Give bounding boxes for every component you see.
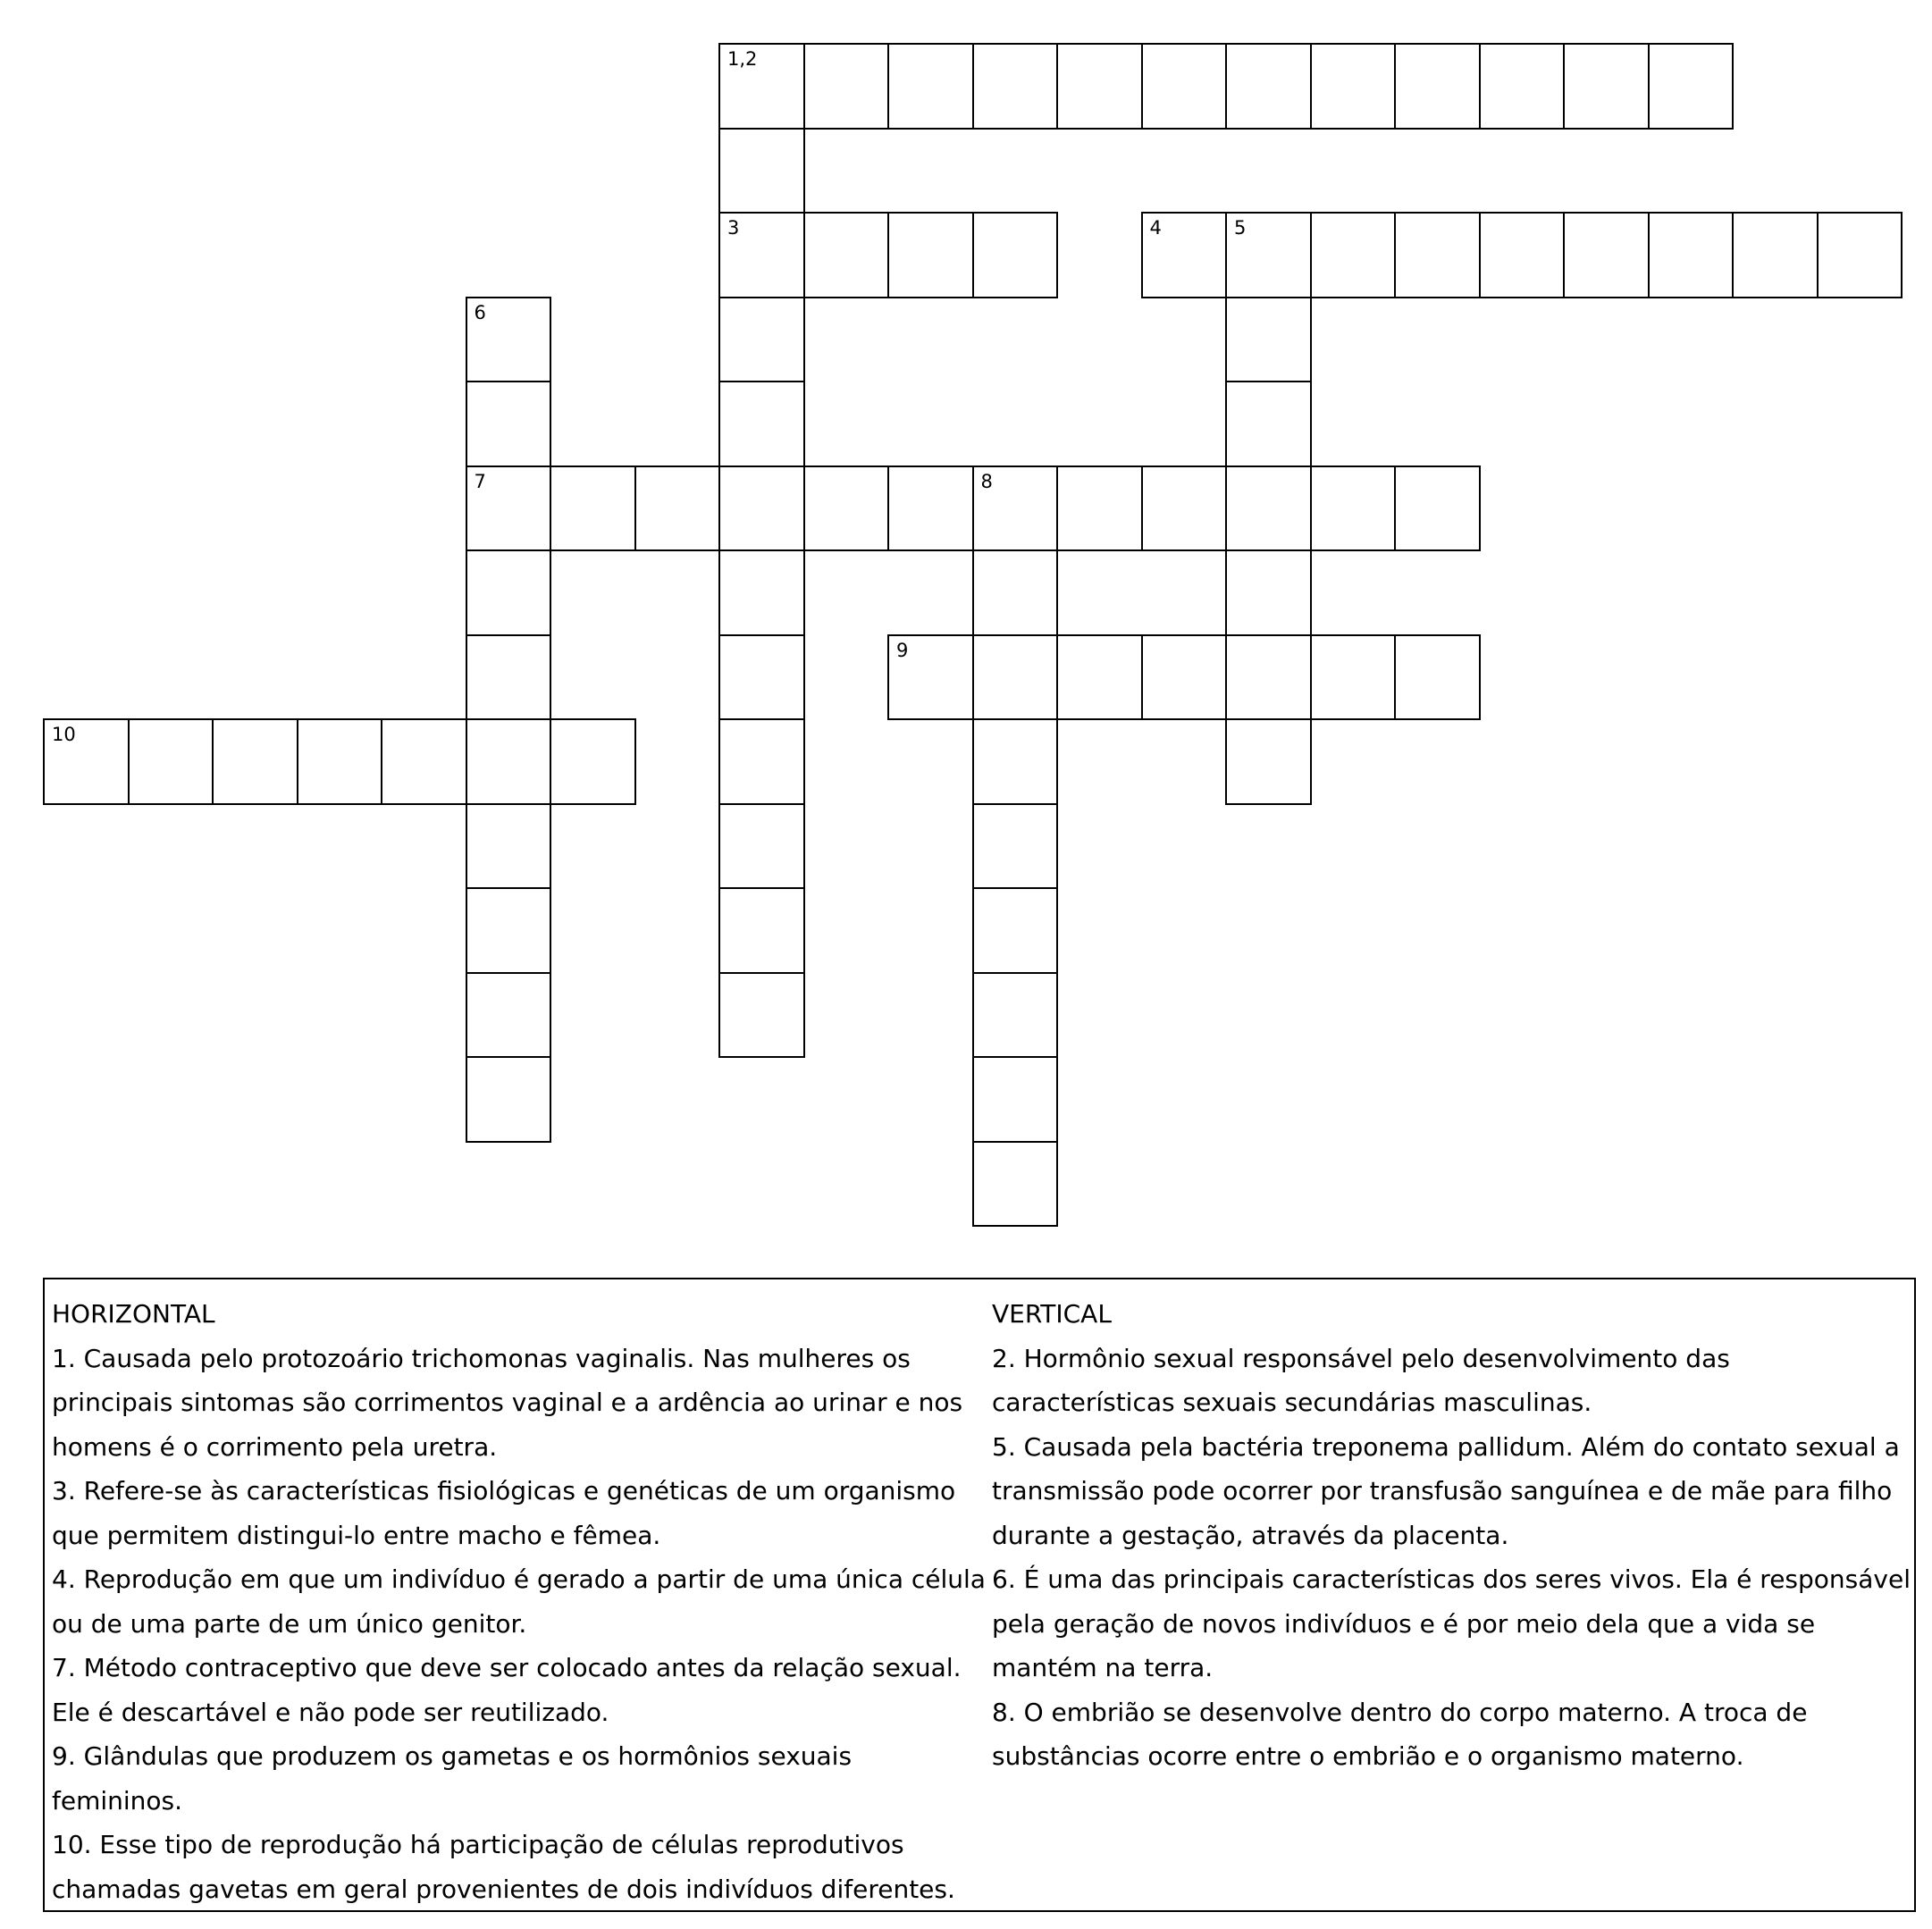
crossword-cell[interactable]	[466, 465, 552, 552]
crossword-cell[interactable]	[718, 381, 805, 467]
crossword-cell[interactable]	[803, 465, 890, 552]
crossword-cell[interactable]	[972, 1141, 1059, 1228]
crossword-cell[interactable]	[466, 381, 552, 467]
crossword-cell[interactable]	[887, 465, 974, 552]
clue-number: 4	[1149, 217, 1162, 239]
crossword-cell[interactable]	[1056, 43, 1143, 130]
crossword-cell[interactable]	[972, 465, 1059, 552]
crossword-cell[interactable]	[718, 803, 805, 890]
crossword-cell[interactable]	[1648, 212, 1735, 298]
crossword-cell[interactable]	[803, 212, 890, 298]
crossword-cell[interactable]	[1141, 634, 1228, 721]
crossword-cell[interactable]	[1310, 43, 1397, 130]
crossword-cell[interactable]	[1310, 212, 1397, 298]
crossword-cell[interactable]	[1479, 43, 1566, 130]
crossword-cell[interactable]	[381, 718, 467, 805]
crossword-cell[interactable]	[466, 803, 552, 890]
clue-h3: 3. Refere-se às características fisiológicas e genéticas de um organismo que permitem distingui-lo entre macho e fêmea.	[52, 1476, 956, 1550]
crossword-cell[interactable]	[1225, 297, 1312, 383]
crossword-cell[interactable]	[887, 634, 974, 721]
vertical-heading: VERTICAL	[992, 1299, 1112, 1329]
crossword-cell[interactable]	[1225, 718, 1312, 805]
crossword-cell[interactable]	[1225, 549, 1312, 636]
crossword-cell[interactable]	[1225, 465, 1312, 552]
vertical-clues	[992, 1292, 1918, 1779]
crossword-cell[interactable]	[466, 1056, 552, 1143]
crossword-cell[interactable]	[634, 465, 721, 552]
crossword-cell[interactable]	[466, 887, 552, 974]
crossword-cell[interactable]	[972, 212, 1059, 298]
crossword-cell[interactable]	[1394, 212, 1481, 298]
clue-number: 1,2	[727, 48, 758, 70]
clue-number: 8	[980, 470, 993, 492]
clue-v6: 6. É uma das principais características dos seres vivos. Ela é responsável pela geração de novos indivíduos e é por meio dela que a vida se mantém na terra.	[992, 1564, 1911, 1682]
clue-number: 9	[896, 639, 909, 661]
clue-number: 10	[52, 724, 76, 745]
crossword-cell[interactable]	[466, 634, 552, 721]
clue-h9: 9. Glândulas que produzem os gametas e os hormônios sexuais femininos.	[52, 1741, 853, 1816]
crossword-cell[interactable]	[718, 887, 805, 974]
crossword-cell[interactable]	[803, 43, 890, 130]
crossword-cell[interactable]	[972, 972, 1059, 1059]
crossword-cell[interactable]	[1056, 465, 1143, 552]
crossword-cell[interactable]	[1141, 212, 1228, 298]
crossword-cell[interactable]	[718, 297, 805, 383]
crossword-cell[interactable]	[550, 718, 636, 805]
crossword-cell[interactable]	[1394, 465, 1481, 552]
crossword-cell[interactable]	[1817, 212, 1903, 298]
crossword-cell[interactable]	[972, 803, 1059, 890]
clue-v2: 2. Hormônio sexual responsável pelo desenvolvimento das características sexuais secundárias masculinas.	[992, 1343, 1730, 1417]
horizontal-clues	[52, 1292, 988, 1911]
crossword-cell[interactable]	[466, 718, 552, 805]
crossword-cell[interactable]	[1563, 43, 1650, 130]
clue-h10: 10. Esse tipo de reprodução há participação de células reprodutivos chamadas gavetas em geral provenientes de dois indivíduos diferentes.	[52, 1830, 955, 1904]
crossword-cell[interactable]	[43, 718, 130, 805]
crossword-cell[interactable]	[466, 972, 552, 1059]
crossword-cell[interactable]	[1394, 634, 1481, 721]
crossword-cell[interactable]	[1225, 212, 1312, 298]
crossword-cell[interactable]	[972, 887, 1059, 974]
crossword-cell[interactable]	[718, 634, 805, 721]
crossword-cell[interactable]	[128, 718, 214, 805]
crossword-cell[interactable]	[1056, 634, 1143, 721]
crossword-cell[interactable]	[718, 465, 805, 552]
crossword-cell[interactable]	[1310, 634, 1397, 721]
crossword-cell[interactable]	[297, 718, 383, 805]
crossword-cell[interactable]	[1479, 212, 1566, 298]
crossword-cell[interactable]	[718, 718, 805, 805]
crossword-cell[interactable]	[718, 549, 805, 636]
crossword-cell[interactable]	[466, 297, 552, 383]
crossword-cell[interactable]	[972, 1056, 1059, 1143]
clue-number: 6	[474, 301, 486, 323]
crossword-cell[interactable]	[1225, 381, 1312, 467]
clues-box	[43, 1278, 1916, 1912]
crossword-cell[interactable]	[718, 43, 805, 130]
crossword-cell[interactable]	[887, 212, 974, 298]
clue-h4: 4. Reprodução em que um indivíduo é gerado a partir de uma única célula ou de uma parte de um único genitor.	[52, 1564, 986, 1639]
clue-number: 3	[727, 217, 740, 239]
clue-number: 5	[1234, 217, 1247, 239]
crossword-cell[interactable]	[718, 128, 805, 214]
crossword-cell[interactable]	[550, 465, 636, 552]
crossword-cell[interactable]	[1310, 465, 1397, 552]
crossword-cell[interactable]	[1732, 212, 1819, 298]
crossword-cell[interactable]	[972, 43, 1059, 130]
crossword-cell[interactable]	[1225, 43, 1312, 130]
crossword-cell[interactable]	[972, 718, 1059, 805]
crossword-cell[interactable]	[1563, 212, 1650, 298]
clue-h7: 7. Método contraceptivo que deve ser colocado antes da relação sexual. Ele é descartável e não pode ser reutilizado.	[52, 1653, 962, 1727]
crossword-cell[interactable]	[972, 634, 1059, 721]
crossword-cell[interactable]	[466, 549, 552, 636]
clue-number: 7	[474, 470, 486, 492]
horizontal-heading: HORIZONTAL	[52, 1299, 215, 1329]
clue-v8: 8. O embrião se desenvolve dentro do corpo materno. A troca de substâncias ocorre entre o embrião e o organismo materno.	[992, 1697, 1808, 1771]
clue-h1: 1. Causada pelo protozoário trichomonas vaginalis. Nas mulheres os principais sintomas são corrimentos vaginal e a ardência ao urinar e nos homens é o corrimento pela uretra.	[52, 1343, 963, 1462]
crossword-cell[interactable]	[718, 972, 805, 1059]
crossword-cell[interactable]	[1394, 43, 1481, 130]
crossword-cell[interactable]	[1225, 634, 1312, 721]
clue-v5: 5. Causada pela bactéria treponema pallidum. Além do contato sexual a transmissão pode ocorrer por transfusão sanguínea e de mãe para filho durante a gestação, através da placenta.	[992, 1431, 1900, 1550]
crossword-cell[interactable]	[212, 718, 298, 805]
crossword-cell[interactable]	[718, 212, 805, 298]
crossword-cell[interactable]	[1648, 43, 1735, 130]
crossword-cell[interactable]	[972, 549, 1059, 636]
crossword-cell[interactable]	[1141, 465, 1228, 552]
crossword-cell[interactable]	[1141, 43, 1228, 130]
crossword-cell[interactable]	[887, 43, 974, 130]
